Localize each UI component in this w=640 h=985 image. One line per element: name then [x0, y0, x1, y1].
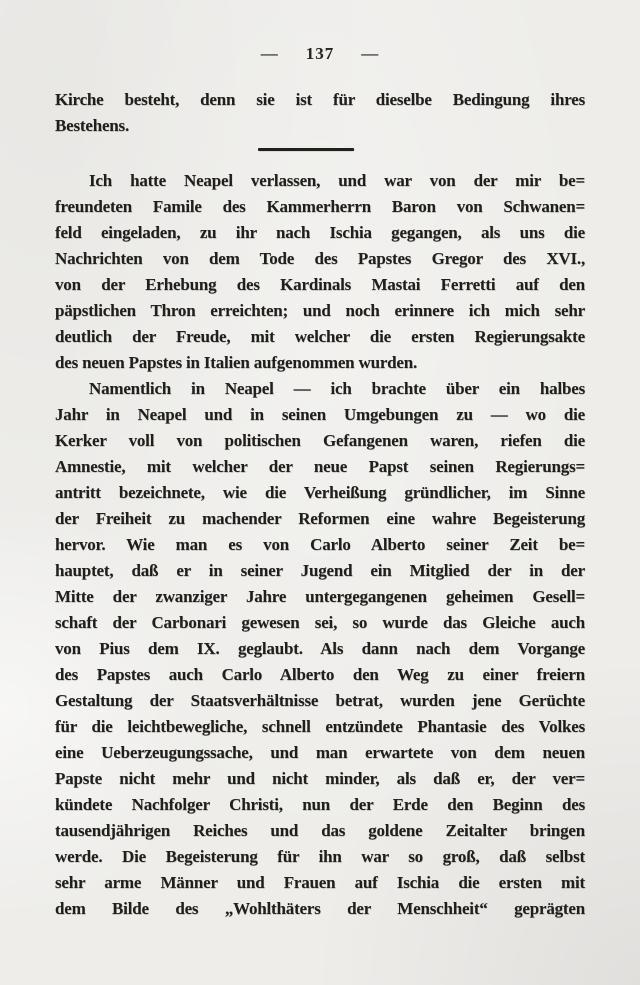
page-header — [0, 0, 640, 64]
text-line: Amnestie, mit welcher der neue Papst seinen Regierungs= — [55, 456, 585, 476]
text-line: dem Bilde des „Wohlthäters der Menschheit“ geprägten — [55, 898, 585, 918]
text-line: des Papstes auch Carlo Alberto den Weg zu einer freiern — [55, 664, 585, 684]
text-line: der Freiheit zu machender Reformen eine wahre Begeisterung — [55, 508, 585, 528]
paragraph-ischia — [55, 168, 585, 376]
header-dash-right: — — [361, 44, 380, 63]
text-line: kündete Nachfolger Christi, nun der Erde den Beginn des — [55, 794, 585, 814]
text-line: des neuen Papstes in Italien aufgenommen wurden. — [55, 352, 418, 372]
text-line: hauptet, daß er in seiner Jugend ein Mitglied der in der — [55, 560, 585, 580]
header-dash-left: — — [260, 44, 279, 63]
text-line: feld eingeladen, zu ihr nach Ischia gegangen, als uns die — [55, 222, 585, 242]
text-line: Kerker voll von politischen Gefangenen waren, riefen die — [55, 430, 585, 450]
text-line: Bestehens. — [55, 116, 130, 135]
text-line: deutlich der Freude, mit welcher die ersten Regierungsakte — [55, 326, 585, 346]
text-line: Jahr in Neapel und in seinen Umgebungen zu — wo die — [55, 404, 585, 424]
text-line: eine Ueberzeugungssache, und man erwartete von dem neuen — [55, 742, 585, 762]
text-line: sehr arme Männer und Frauen auf Ischia die ersten mit — [55, 872, 585, 892]
text-line: päpstlichen Thron erreichten; und noch erinnere ich mich sehr — [55, 300, 585, 320]
text-line: freundeten Famile des Kammerherrn Baron von Schwanen= — [55, 196, 585, 216]
text-line: hervor. Wie man es von Carlo Alberto seiner Zeit be= — [55, 534, 585, 554]
text-line: schaft der Carbonari gewesen sei, so wurde das Gleiche auch — [55, 612, 585, 632]
paragraph-neapel — [55, 376, 585, 922]
text-block — [55, 87, 585, 922]
section-divider — [258, 148, 354, 151]
text-line: Kirche besteht, denn sie ist für dieselbe Bedingung ihres — [55, 90, 585, 109]
text-line: Papste nicht mehr und nicht minder, als daß er, der ver= — [55, 768, 585, 788]
text-line: für die leichtbewegliche, schnell entzündete Phantasie des Volkes — [55, 716, 585, 736]
text-line: Mitte der zwanziger Jahre untergegangenen geheimen Gesell= — [55, 586, 585, 606]
page-number: 137 — [305, 44, 335, 63]
text-line: von Pius dem IX. geglaubt. Als dann nach dem Vorgange — [55, 638, 585, 658]
text-line: Namentlich in Neapel — ich brachte über ein halbes — [89, 378, 585, 398]
text-line: Gestaltung der Staatsverhältnisse betrat, wurden jene Gerüchte — [55, 690, 585, 710]
text-line: von der Erhebung des Kardinals Mastai Ferretti auf den — [55, 274, 585, 294]
text-line: werde. Die Begeisterung für ihn war so groß, daß selbst — [55, 846, 585, 866]
text-line: Nachrichten von dem Tode des Papstes Gregor des XVI., — [55, 248, 585, 268]
paragraph-continuation — [55, 87, 585, 139]
text-line: Ich hatte Neapel verlassen, und war von der mir be= — [89, 170, 585, 190]
text-line: antritt bezeichnete, wie die Verheißung gründlicher, im Sinne — [55, 482, 585, 502]
text-line: tausendjährigen Reiches und das goldene Zeitalter bringen — [55, 820, 585, 840]
